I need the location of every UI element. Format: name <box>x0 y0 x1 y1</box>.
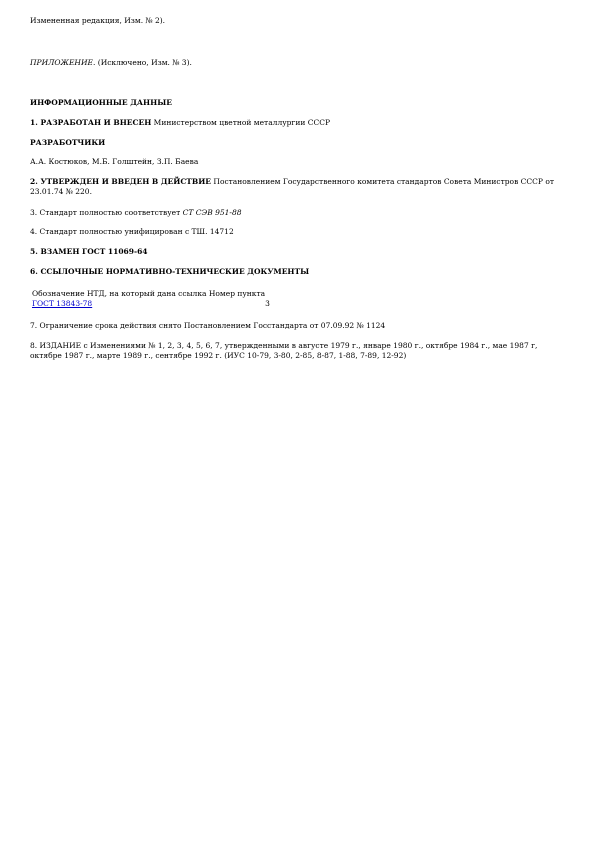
edition-note: Измененная редакция, Изм. № 2). <box>30 16 166 25</box>
item-1-text: Министерством цветной металлургии СССР <box>151 118 330 127</box>
table-cell-item: 3 <box>265 299 270 308</box>
item-3 <box>30 208 570 218</box>
item-5: 5. ВЗАМЕН ГОСТ 11069-64 <box>30 247 148 256</box>
item-1-label: 1. РАЗРАБОТАН И ВНЕСЕН <box>30 118 152 127</box>
item-4: 4. Стандарт полностью унифицирован с ТШ. 14712 <box>30 227 234 236</box>
header-item: Номер пункта <box>208 289 266 298</box>
item-2-text: Постановлением Государственного комитета стандартов Совета Министров СССР от 23.01.74 № 220. <box>30 177 554 196</box>
developers-list: А.А. Костюков, М.Б. Голштейн, З.П. Баева <box>30 157 199 166</box>
reference-table-header <box>32 289 270 299</box>
table-row <box>32 299 270 309</box>
item-2 <box>30 177 570 197</box>
info-heading: ИНФОРМАЦИОННЫЕ ДАННЫЕ <box>30 98 172 107</box>
item-1 <box>30 118 570 128</box>
reference-link[interactable]: ГОСТ 13843-78 <box>32 299 93 308</box>
item-3-standard: СТ СЭВ 951-88 <box>182 208 242 217</box>
item-8: 8. ИЗДАНИЕ с Изменениями № 1, 2, 3, 4, 5, 6, 7, утвержденными в августе 1979 г., январе 1980 г., октябре 1984 г., мае 1987 г, октябре 1987 г., марте 1989 г., сентябре 1992 г. (ИУС 10-79, 3-80, 2-85, 8-87, 1-88, 7-89, 12-92) <box>30 341 538 360</box>
item-6: 6. ССЫЛОЧНЫЕ НОРМАТИВНО-ТЕХНИЧЕСКИЕ ДОКУМЕНТЫ <box>30 267 310 276</box>
appendix-note: . (Исключено, Изм. № 3). <box>93 58 192 67</box>
item-3-label: 3. Стандарт полностью соответствует <box>30 208 183 217</box>
appendix-line <box>30 58 570 68</box>
reference-table <box>32 289 270 309</box>
item-2-label: 2. УТВЕРЖДЕН И ВВЕДЕН В ДЕЙСТВИЕ <box>30 177 212 186</box>
developers-heading: РАЗРАБОТЧИКИ <box>30 138 106 147</box>
appendix-label: ПРИЛОЖЕНИЕ <box>30 58 93 67</box>
table-cell-doc <box>32 299 265 309</box>
item-7: 7. Ограничение срока действия снято Постановлением Госстандарта от 07.09.92 № 1124 <box>30 321 386 330</box>
header-doc: Обозначение НТД, на который дана ссылка Номер пункта <box>32 289 266 298</box>
